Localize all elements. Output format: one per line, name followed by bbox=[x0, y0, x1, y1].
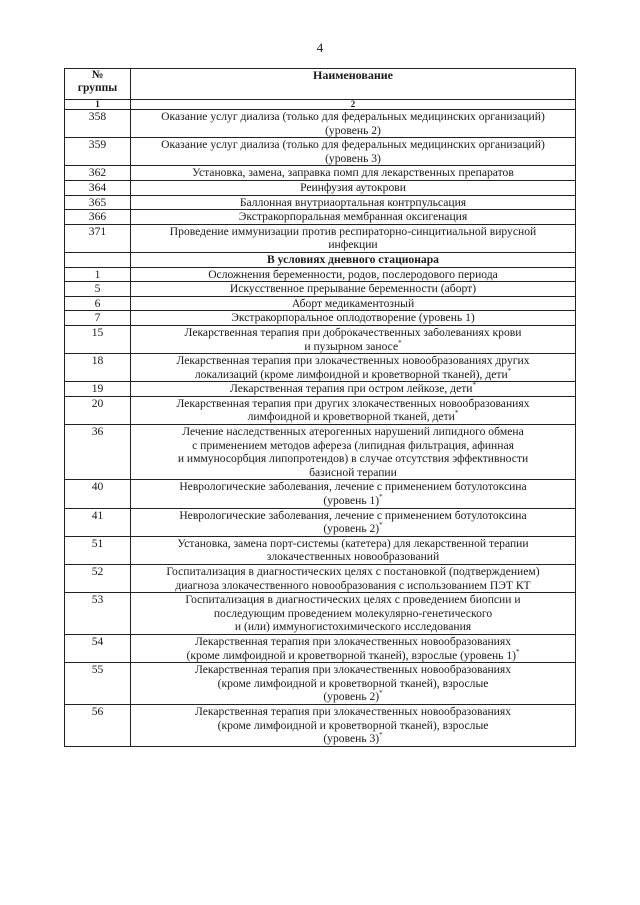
section-row bbox=[65, 252, 576, 267]
table-row bbox=[65, 180, 576, 195]
footnote-asterisk: * bbox=[379, 521, 383, 530]
group-name-text: Аборт медикаментозный bbox=[291, 296, 415, 310]
table-row bbox=[65, 396, 576, 424]
table-row bbox=[65, 267, 576, 282]
group-number: 54 bbox=[65, 634, 131, 662]
table-row bbox=[65, 282, 576, 297]
group-number: 359 bbox=[65, 138, 131, 166]
group-number: 15 bbox=[65, 325, 131, 353]
table-row bbox=[65, 593, 576, 635]
group-number: 1 bbox=[65, 267, 131, 282]
group-name bbox=[131, 508, 576, 536]
group-name bbox=[131, 325, 576, 353]
rows-before-section bbox=[65, 110, 576, 253]
table-row bbox=[65, 138, 576, 166]
group-name bbox=[131, 138, 576, 166]
table-row bbox=[65, 480, 576, 508]
group-name bbox=[131, 663, 576, 705]
group-name bbox=[131, 282, 576, 297]
group-name-text: Искусственное прерывание беременности (аборт) bbox=[229, 282, 477, 296]
group-name-text: Лекарственная терапия при других злокачественных новообразованиях лимфоидной и кроветворной тканей, дети bbox=[176, 396, 530, 424]
group-number: 366 bbox=[65, 210, 131, 225]
table-row bbox=[65, 210, 576, 225]
group-number: 364 bbox=[65, 180, 131, 195]
group-name-text: Лекарственная терапия при доброкачественных заболеваниях крови и пузырном заносе bbox=[184, 325, 522, 353]
group-name bbox=[131, 396, 576, 424]
section-empty-cell bbox=[65, 252, 131, 267]
table-row bbox=[65, 425, 576, 480]
header-group-number: № группы bbox=[65, 69, 131, 100]
table-row bbox=[65, 634, 576, 662]
group-number: 7 bbox=[65, 311, 131, 326]
group-name bbox=[131, 354, 576, 382]
group-name-text: Госпитализация в диагностических целях с постановкой (подтверждением) диагноза злокачественного новообразования с использованием ПЭТ КТ bbox=[166, 565, 540, 592]
group-name bbox=[131, 210, 576, 225]
table-row bbox=[65, 536, 576, 564]
table-row bbox=[65, 224, 576, 252]
table-row bbox=[65, 311, 576, 326]
table-row bbox=[65, 110, 576, 138]
group-name-text: Установка, замена, заправка помп для лекарственных препаратов bbox=[192, 166, 514, 180]
group-name-text: Баллонная внутриаортальная контрпульсация bbox=[239, 195, 467, 209]
group-name bbox=[131, 296, 576, 311]
group-name bbox=[131, 224, 576, 252]
header-name: Наименование bbox=[131, 69, 576, 100]
column-index-2: 2 bbox=[131, 100, 576, 110]
group-name-text: Осложнения беременности, родов, послеродового периода bbox=[208, 267, 498, 281]
table-row bbox=[65, 354, 576, 382]
table-row bbox=[65, 704, 576, 746]
group-number: 56 bbox=[65, 704, 131, 746]
group-name-text: Экстракорпоральное оплодотворение (уровень 1) bbox=[231, 311, 475, 325]
group-name-text: Оказание услуг диализа (только для федеральных медицинских организаций) (уровень 3) bbox=[161, 138, 545, 165]
group-number: 5 bbox=[65, 282, 131, 297]
section-title: В условиях дневного стационара bbox=[131, 252, 576, 267]
group-name bbox=[131, 382, 576, 397]
group-name-text: Лекарственная терапия при злокачественных новообразованиях (кроме лимфоидной и кроветворной тканей), взрослые (уровень 3) bbox=[195, 704, 511, 746]
group-number: 371 bbox=[65, 224, 131, 252]
group-number: 40 bbox=[65, 480, 131, 508]
group-name-text: Реинфузия аутокрови bbox=[300, 180, 406, 194]
group-number: 55 bbox=[65, 663, 131, 705]
group-name-text: Лекарственная терапия при остром лейкозе, дети bbox=[230, 382, 473, 396]
group-number: 41 bbox=[65, 508, 131, 536]
group-name bbox=[131, 634, 576, 662]
table-row bbox=[65, 296, 576, 311]
table-row bbox=[65, 195, 576, 210]
column-index-1: 1 bbox=[65, 100, 131, 110]
group-name bbox=[131, 536, 576, 564]
footnote-asterisk: * bbox=[398, 338, 402, 347]
table-row bbox=[65, 166, 576, 181]
group-name bbox=[131, 704, 576, 746]
group-name-text: Госпитализация в диагностических целях с проведением биопсии и последующим проведением молекулярно-генетического и (или) иммуногистохимического исследования bbox=[185, 593, 521, 634]
group-name bbox=[131, 565, 576, 593]
table-row bbox=[65, 382, 576, 397]
footnote-asterisk: * bbox=[379, 731, 383, 740]
footnote-asterisk: * bbox=[454, 409, 459, 418]
footnote-asterisk: * bbox=[472, 381, 476, 390]
column-index-row bbox=[65, 100, 576, 110]
group-name-text: Неврологические заболевания, лечение с применением ботулотоксина (уровень 2) bbox=[179, 508, 527, 536]
group-name-text: Установка, замена порт-системы (катетера) для лекарственной терапии злокачественных новообразований bbox=[177, 536, 529, 564]
table-header-row bbox=[65, 69, 576, 100]
group-name-text: Неврологические заболевания, лечение с применением ботулотоксина (уровень 1) bbox=[179, 480, 527, 508]
group-name bbox=[131, 180, 576, 195]
group-name bbox=[131, 166, 576, 181]
page-number: 4 bbox=[316, 40, 324, 55]
group-name bbox=[131, 110, 576, 138]
group-number: 19 bbox=[65, 382, 131, 397]
group-number: 362 bbox=[65, 166, 131, 181]
group-number: 6 bbox=[65, 296, 131, 311]
groups-table bbox=[64, 68, 576, 747]
group-name-text: Проведение иммунизации против респираторно-синцитиальной вирусной инфекции bbox=[169, 224, 537, 252]
group-number: 36 bbox=[65, 425, 131, 480]
group-name bbox=[131, 311, 576, 326]
group-name-text: Лекарственная терапия при злокачественных новообразованиях (кроме лимфоидной и кроветворной тканей), взрослые (уровень 2) bbox=[195, 663, 511, 704]
footnote-asterisk: * bbox=[379, 493, 383, 502]
group-number: 18 bbox=[65, 354, 131, 382]
footnote-asterisk: * bbox=[507, 366, 512, 375]
group-number: 358 bbox=[65, 110, 131, 138]
group-name bbox=[131, 195, 576, 210]
group-name bbox=[131, 267, 576, 282]
table-row bbox=[65, 325, 576, 353]
group-number: 52 bbox=[65, 565, 131, 593]
group-name bbox=[131, 593, 576, 635]
group-name-text: Оказание услуг диализа (только для федеральных медицинских организаций) (уровень 2) bbox=[161, 110, 545, 137]
group-number: 51 bbox=[65, 536, 131, 564]
group-name-text: Лекарственная терапия при злокачественных новообразованиях (кроме лимфоидной и кроветворной тканей), взрослые (уровень 1) bbox=[186, 634, 517, 662]
group-name-text: Экстракорпоральная мембранная оксигенация bbox=[238, 210, 468, 224]
group-name bbox=[131, 480, 576, 508]
table-row bbox=[65, 663, 576, 705]
group-number: 20 bbox=[65, 396, 131, 424]
group-number: 365 bbox=[65, 195, 131, 210]
group-number: 53 bbox=[65, 593, 131, 635]
group-name-text: Лекарственная терапия при злокачественных новообразованиях других локализаций (кроме лимфоидной и кроветворной тканей), дети bbox=[176, 354, 530, 381]
footnote-asterisk: * bbox=[379, 689, 383, 698]
group-name-text: Лечение наследственных атерогенных нарушений липидного обмена с применением методов афереза (липидная фильтрация, афинная и иммуносорбция липопротеидов) в случае отсутствия эффективности базисной терапии bbox=[177, 425, 529, 479]
footnote-asterisk: * bbox=[516, 647, 520, 656]
group-name bbox=[131, 425, 576, 480]
section-row-group bbox=[65, 252, 576, 267]
table-row bbox=[65, 565, 576, 593]
rows-after-section bbox=[65, 267, 576, 746]
table-row bbox=[65, 508, 576, 536]
